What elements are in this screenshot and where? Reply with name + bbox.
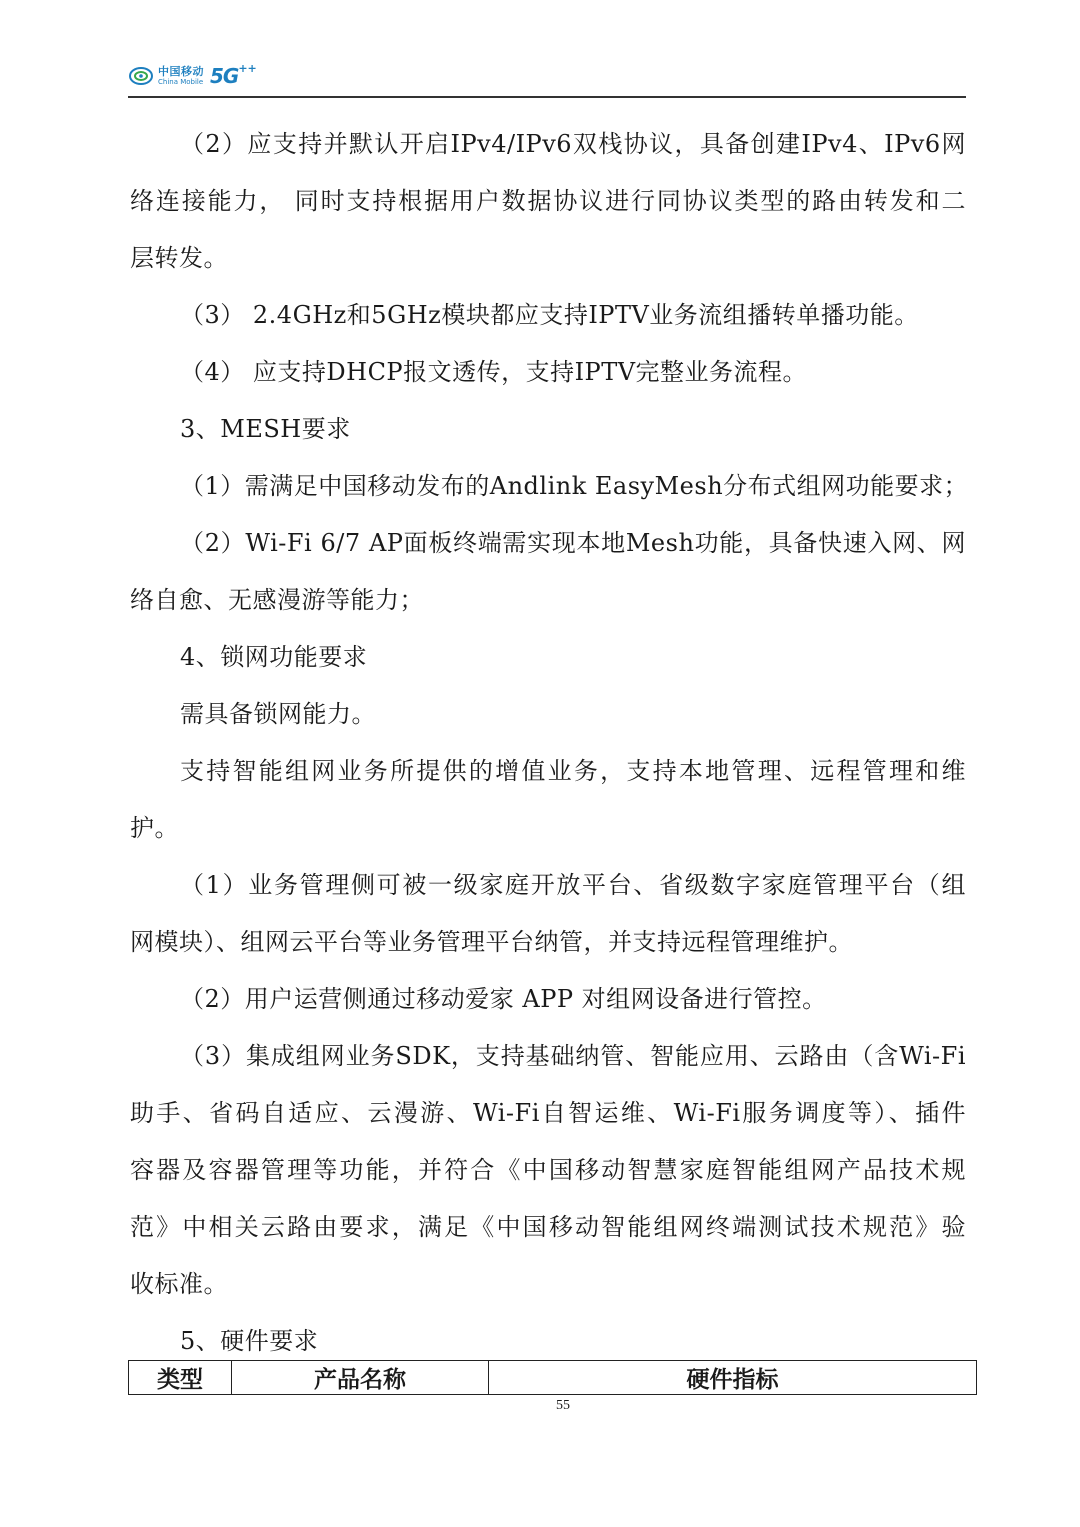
logo-cn-text: 中国移动 bbox=[158, 65, 204, 78]
text-line: 网模块）、组网云平台等业务管理平台纳管，并支持远程管理维护。 bbox=[130, 928, 853, 956]
column-header-product-name: 产品名称 bbox=[232, 1361, 489, 1394]
text-line: （3）集成组网业务SDK，支持基础纳管、智能应用、云路由（含Wi-Fi bbox=[180, 1042, 966, 1070]
logo-en-text: China Mobile bbox=[158, 78, 204, 86]
document-body bbox=[130, 116, 969, 1370]
text-line: 络自愈、无感漫游等能力； bbox=[130, 586, 424, 614]
china-mobile-logo bbox=[128, 58, 257, 94]
text-line: 范》中相关云路由要求，满足《中国移动智能组网终端测试技术规范》验 bbox=[130, 1213, 966, 1241]
text-line: 助手、省码自适应、云漫游、Wi-Fi自智运维、Wi-Fi服务调度等）、插件 bbox=[130, 1099, 966, 1127]
text-line: 支持智能组网业务所提供的增值业务，支持本地管理、远程管理和维 bbox=[180, 757, 966, 785]
text-line: （2）用户运营侧通过移动爱家 APP 对组网设备进行管控。 bbox=[180, 985, 827, 1013]
text-line: （2）Wi-Fi 6/7 AP面板终端需实现本地Mesh功能，具备快速入网、网 bbox=[180, 529, 966, 557]
logo-plus-text: ++ bbox=[238, 61, 257, 75]
section-heading-mesh: 3、MESH要求 bbox=[180, 415, 351, 443]
text-line: 护。 bbox=[130, 814, 179, 842]
text-line: （2）应支持并默认开启IPv4/IPv6双栈协议，具备创建IPv4、IPv6网 bbox=[180, 130, 966, 158]
section-heading-hardware: 5、硬件要求 bbox=[180, 1327, 319, 1355]
section-heading-lock: 4、锁网功能要求 bbox=[180, 643, 368, 671]
text-line: 容器及容器管理等功能，并符合《中国移动智慧家庭智能组网产品技术规 bbox=[130, 1156, 966, 1184]
column-header-hardware-spec: 硬件指标 bbox=[686, 1367, 779, 1393]
text-line: 络连接能力， 同时支持根据用户数据协议进行同协议类型的路由转发和二 bbox=[130, 187, 966, 215]
text-line: （3） 2.4GHz和5GHz模块都应支持IPTV业务流组播转单播功能。 bbox=[180, 301, 919, 329]
china-mobile-logo-icon bbox=[128, 65, 154, 87]
text-line: （1）业务管理侧可被一级家庭开放平台、省级数字家庭管理平台（组 bbox=[180, 871, 966, 899]
text-line: 收标准。 bbox=[130, 1270, 228, 1298]
text-line: 层转发。 bbox=[130, 244, 228, 272]
logo-5g-text: 5G bbox=[210, 64, 239, 88]
page-header bbox=[128, 58, 966, 98]
text-line: （1）需满足中国移动发布的Andlink EasyMesh分布式组网功能要求； bbox=[180, 472, 969, 500]
text-line: 需具备锁网能力。 bbox=[180, 700, 376, 728]
hardware-table-header bbox=[128, 1360, 977, 1395]
text-line: （4） 应支持DHCP报文透传，支持IPTV完整业务流程。 bbox=[180, 358, 808, 386]
column-header-type: 类型 bbox=[129, 1361, 232, 1394]
page-number: 55 bbox=[556, 1398, 570, 1413]
